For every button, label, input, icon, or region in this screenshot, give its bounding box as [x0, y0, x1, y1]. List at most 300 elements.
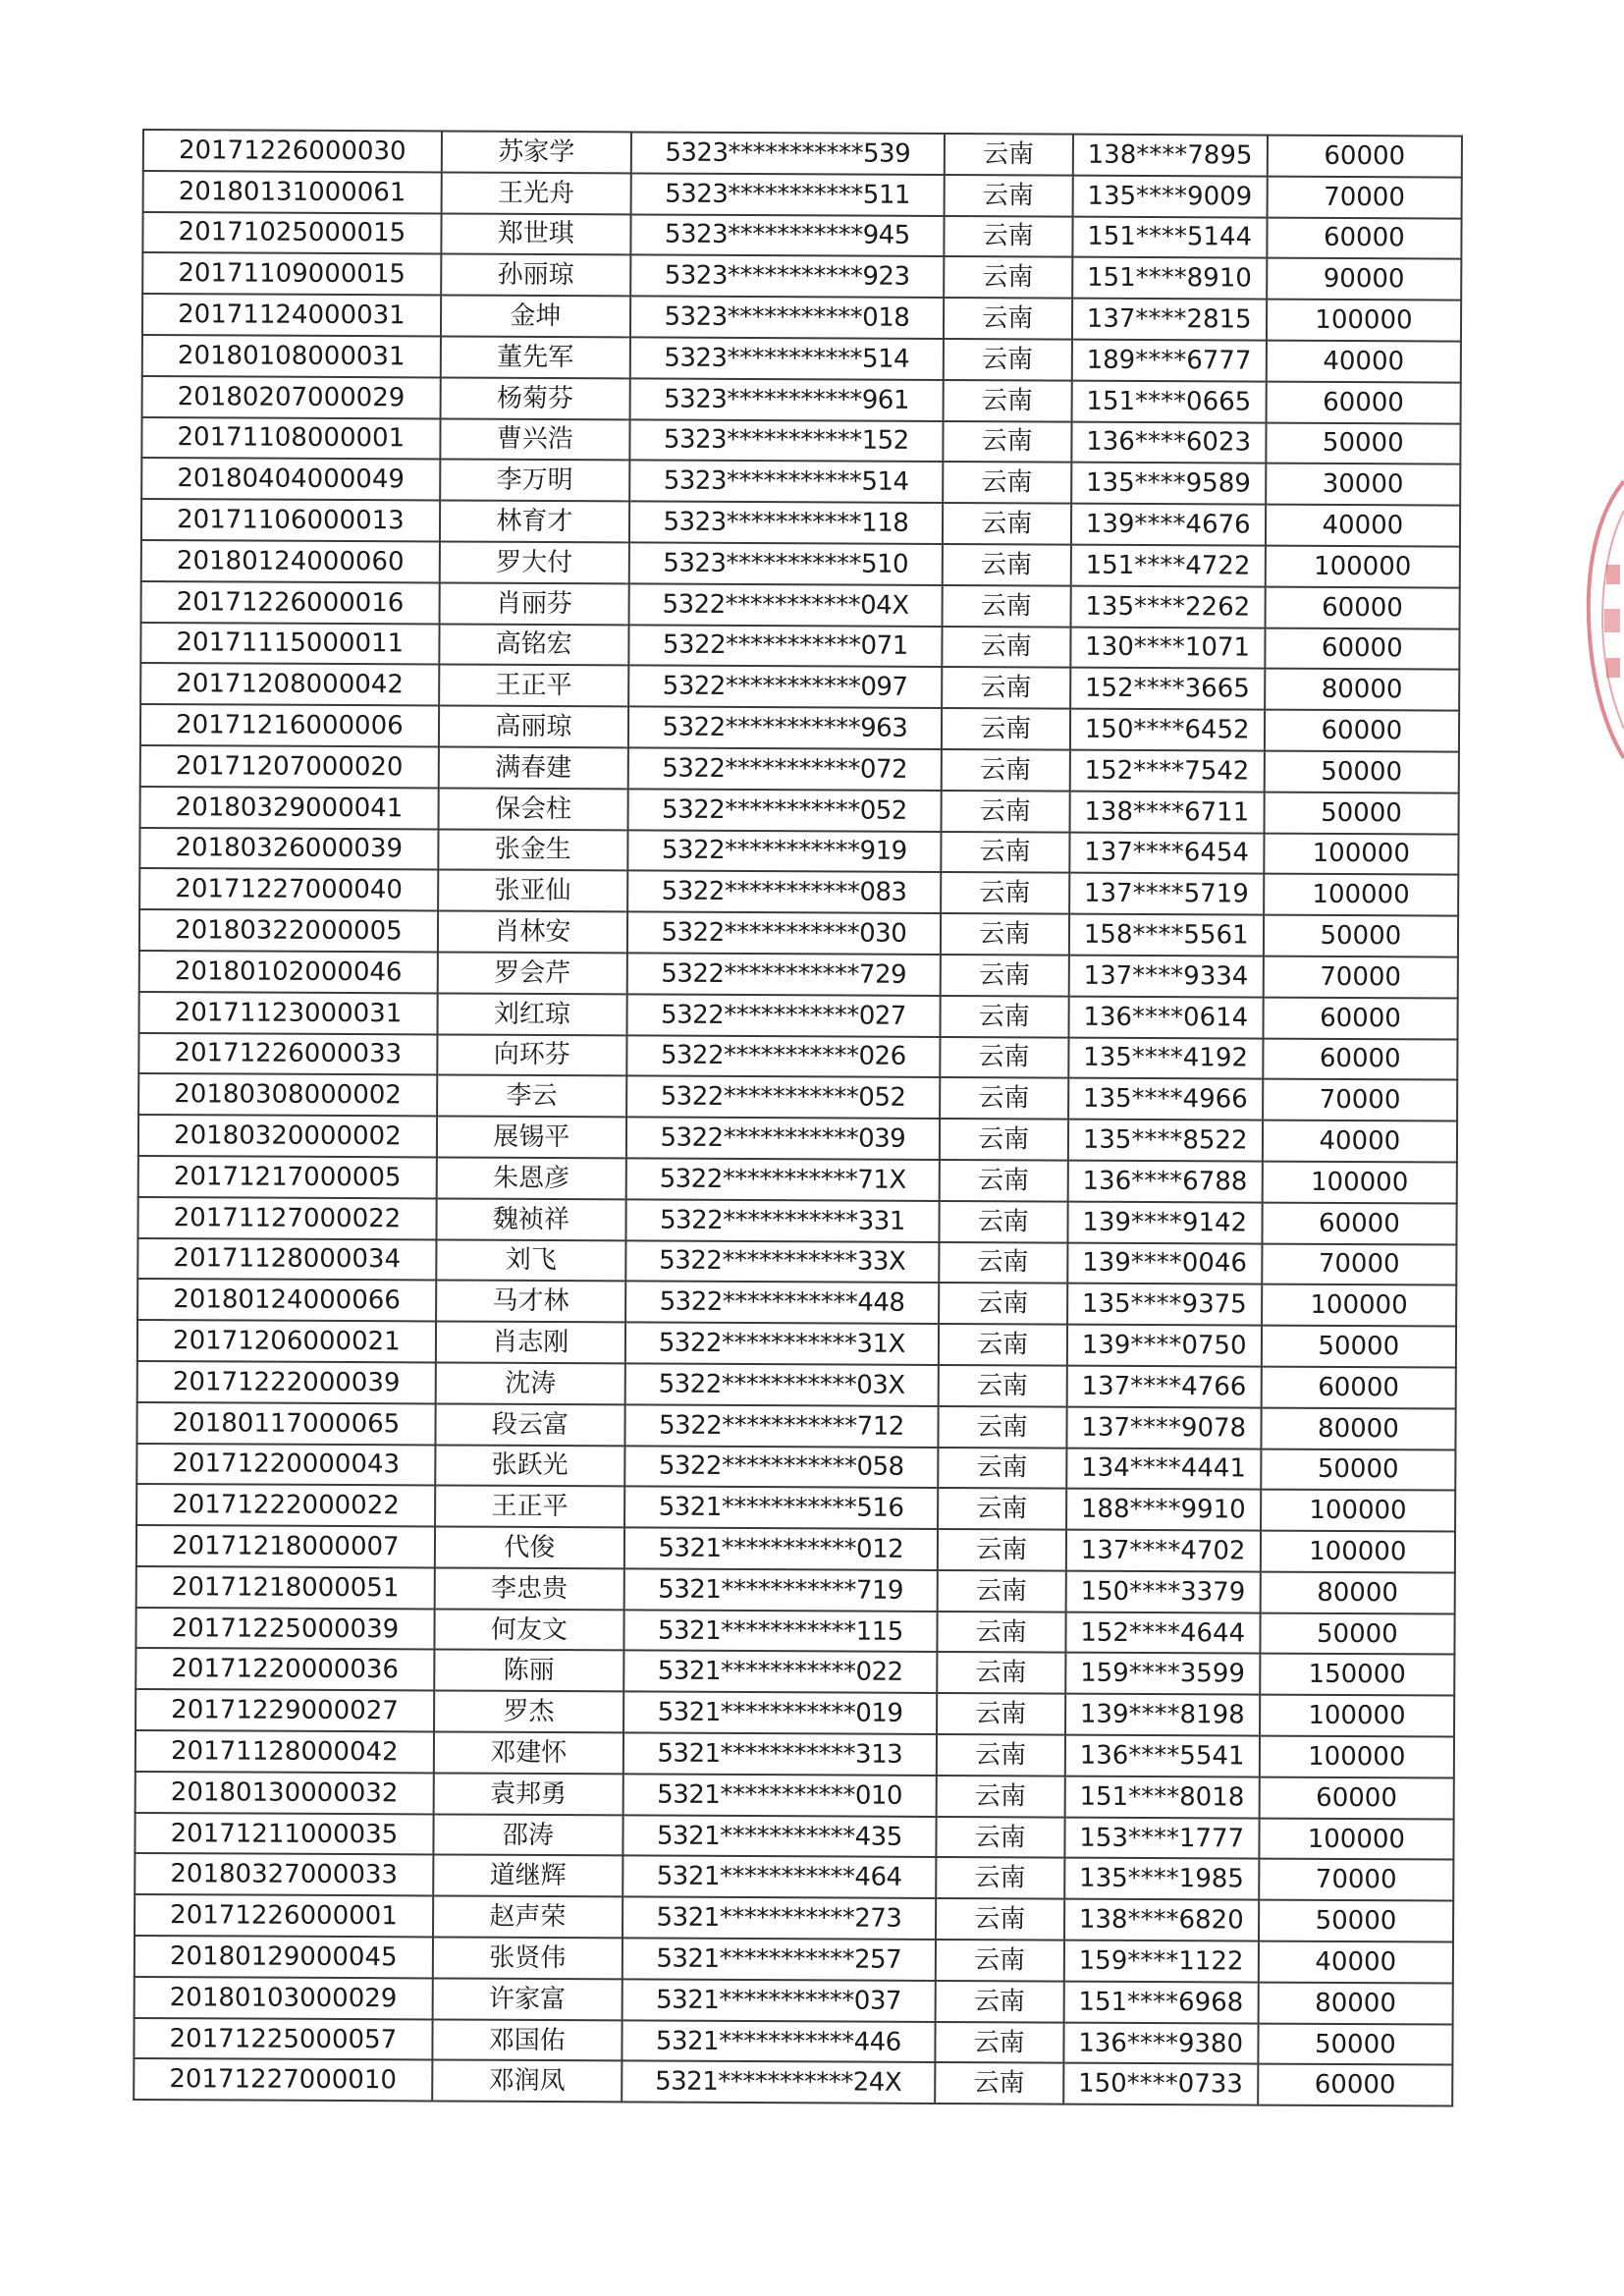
table-row	[135, 1730, 1454, 1777]
phone-cell: 159****3599	[1065, 1653, 1260, 1695]
amount-cell: 100000	[1266, 546, 1460, 588]
table-row	[139, 992, 1458, 1039]
phone-cell: 137****2815	[1072, 299, 1267, 341]
id-card-cell: 5322***********027	[626, 994, 940, 1036]
amount-cell: 100000	[1262, 1285, 1456, 1327]
amount-cell: 40000	[1266, 505, 1460, 547]
id-card-cell: 5322***********919	[627, 830, 941, 872]
amount-cell: 150000	[1260, 1654, 1454, 1696]
region-cell: 云南	[941, 955, 1069, 996]
phone-cell: 151****8910	[1072, 257, 1267, 300]
amount-cell: 50000	[1264, 915, 1458, 957]
region-cell: 云南	[938, 1488, 1066, 1529]
phone-cell: 151****4722	[1070, 545, 1265, 587]
id-card-cell: 5322***********083	[627, 871, 941, 913]
id-card-cell: 5322***********030	[627, 912, 941, 955]
region-cell: 云南	[942, 749, 1070, 791]
record-id-cell: 20180404000049	[141, 458, 440, 500]
id-card-cell: 5322***********03X	[625, 1363, 939, 1405]
name-cell: 邓建怀	[434, 1732, 623, 1775]
phone-cell: 150****3379	[1065, 1571, 1260, 1613]
name-cell: 魏祯祥	[436, 1198, 625, 1240]
amount-cell: 50000	[1261, 1449, 1455, 1491]
name-cell: 张贤伟	[433, 1938, 623, 1980]
region-cell: 云南	[943, 503, 1071, 544]
record-id-cell: 20171106000013	[141, 499, 440, 541]
record-id-cell: 20180308000002	[138, 1073, 437, 1116]
region-cell: 云南	[936, 1857, 1064, 1898]
table-row	[143, 130, 1462, 177]
table-row	[139, 868, 1458, 915]
region-cell: 云南	[936, 1940, 1064, 1981]
id-card-cell: 5321***********037	[623, 1979, 936, 2021]
region-cell: 云南	[940, 1160, 1068, 1201]
phone-cell: 139****0750	[1066, 1325, 1261, 1367]
amount-cell: 50000	[1258, 2023, 1452, 2065]
id-card-cell: 5321***********516	[624, 1487, 938, 1529]
table-row	[137, 1361, 1456, 1408]
record-id-cell: 20171220000043	[136, 1443, 435, 1485]
record-id-cell: 20171218000007	[136, 1525, 435, 1567]
id-card-cell: 5321***********446	[622, 2020, 935, 2062]
table-row	[135, 1813, 1453, 1860]
phone-cell: 136****9380	[1063, 2022, 1258, 2064]
table-row	[136, 1484, 1455, 1531]
region-cell: 云南	[945, 134, 1073, 175]
id-card-cell: 5321***********012	[624, 1528, 938, 1570]
table-row	[139, 828, 1458, 875]
table-row	[135, 1689, 1454, 1736]
amount-cell: 60000	[1267, 217, 1461, 259]
record-id-cell: 20171226000016	[141, 581, 440, 624]
name-cell: 肖丽芬	[439, 582, 628, 625]
name-cell: 李万明	[440, 460, 629, 502]
name-cell: 董先军	[441, 336, 630, 378]
record-id-cell: 20180131000061	[143, 171, 442, 213]
record-id-cell: 20171226000001	[135, 1894, 433, 1937]
amount-cell: 50000	[1262, 1326, 1456, 1368]
phone-cell: 137****4702	[1065, 1530, 1260, 1572]
phone-cell: 136****6788	[1067, 1161, 1262, 1203]
record-id-cell: 20180108000031	[142, 335, 441, 377]
region-cell: 云南	[943, 380, 1071, 421]
region-cell: 云南	[944, 339, 1072, 380]
phone-cell: 188****9910	[1066, 1489, 1261, 1531]
table-row	[140, 787, 1459, 834]
record-id-cell: 20171025000015	[142, 212, 441, 254]
record-id-cell: 20180327000033	[135, 1853, 433, 1895]
table-row	[135, 1936, 1453, 1983]
amount-cell: 60000	[1266, 381, 1460, 423]
name-cell: 刘红琼	[437, 993, 626, 1035]
region-cell: 云南	[941, 832, 1069, 873]
record-id-cell: 20180124000066	[137, 1279, 436, 1321]
name-cell: 金坤	[441, 296, 630, 338]
id-card-cell: 5323***********923	[630, 255, 944, 298]
id-card-cell: 5321***********019	[623, 1692, 937, 1734]
amount-cell: 70000	[1267, 176, 1461, 218]
phone-cell: 138****6711	[1069, 791, 1264, 833]
phone-cell: 150****6452	[1070, 709, 1265, 751]
id-card-cell: 5322***********072	[628, 747, 942, 790]
id-card-cell: 5323***********511	[631, 173, 945, 215]
name-cell: 何友文	[434, 1609, 623, 1651]
phone-cell: 152****3665	[1070, 668, 1265, 710]
record-id-cell: 20171216000006	[140, 704, 439, 746]
record-id-cell: 20180326000039	[139, 828, 438, 870]
id-card-cell: 5322***********31X	[625, 1323, 939, 1365]
phone-cell: 158****5561	[1068, 914, 1263, 957]
phone-cell: 151****6968	[1063, 1981, 1258, 2023]
table-row	[135, 1977, 1453, 2024]
name-cell: 保会柱	[438, 788, 627, 830]
name-cell: 邵涛	[433, 1814, 623, 1856]
region-cell: 云南	[939, 1241, 1067, 1283]
amount-cell: 60000	[1265, 628, 1459, 670]
phone-cell: 152****7542	[1069, 750, 1264, 793]
table-row	[141, 458, 1460, 505]
table-row	[142, 335, 1461, 382]
id-card-cell: 5323***********961	[629, 378, 943, 420]
table-row	[137, 1320, 1456, 1367]
phone-cell: 150****0733	[1063, 2063, 1258, 2105]
name-cell: 林育才	[440, 501, 629, 543]
amount-cell: 60000	[1258, 2064, 1452, 2106]
region-cell: 云南	[940, 996, 1068, 1037]
amount-cell: 90000	[1267, 258, 1461, 301]
id-card-cell: 5322***********058	[624, 1446, 938, 1488]
record-id-cell: 20180102000046	[139, 951, 438, 993]
record-id-cell: 20171222000039	[137, 1361, 436, 1403]
name-cell: 朱恩彦	[436, 1157, 625, 1199]
id-card-cell: 5321***********257	[623, 1938, 936, 1980]
records-table-body	[134, 130, 1462, 2106]
amount-cell: 40000	[1267, 341, 1461, 383]
table-row	[142, 252, 1461, 300]
records-table	[133, 129, 1463, 2107]
id-card-cell: 5322***********712	[624, 1404, 938, 1447]
table-row	[136, 1443, 1455, 1490]
record-id-cell: 20180320000002	[138, 1115, 437, 1157]
id-card-cell: 5321***********435	[623, 1815, 936, 1857]
record-id-cell: 20180103000029	[135, 1977, 433, 2019]
phone-cell: 135****4192	[1068, 1037, 1263, 1079]
region-cell: 云南	[938, 1406, 1066, 1448]
id-card-cell: 5323***********510	[629, 542, 943, 584]
record-id-cell: 20171225000039	[135, 1608, 434, 1650]
record-id-cell: 20171225000057	[134, 2018, 432, 2060]
table-row	[138, 1033, 1457, 1080]
name-cell: 肖林安	[438, 911, 627, 954]
region-cell: 云南	[944, 256, 1072, 298]
phone-cell: 135****1985	[1064, 1858, 1259, 1900]
record-id-cell: 20171207000020	[140, 745, 439, 788]
name-cell: 向环芬	[437, 1034, 626, 1076]
amount-cell: 80000	[1258, 1982, 1452, 2024]
region-cell: 云南	[941, 872, 1069, 913]
record-id-cell: 20171220000036	[135, 1648, 434, 1690]
region-cell: 云南	[937, 1612, 1065, 1653]
id-card-cell: 5321***********24X	[622, 2061, 935, 2104]
name-cell: 张亚仙	[438, 870, 627, 912]
red-seal-fragment	[1565, 471, 1624, 766]
amount-cell: 70000	[1263, 1079, 1457, 1121]
phone-cell: 151****0665	[1071, 380, 1266, 422]
record-id-cell: 20171217000005	[138, 1156, 437, 1198]
id-card-cell: 5323***********118	[629, 502, 943, 544]
phone-cell: 137****6454	[1069, 832, 1264, 874]
id-card-cell: 5322***********097	[628, 666, 942, 708]
name-cell: 赵声荣	[433, 1896, 623, 1939]
amount-cell: 80000	[1260, 1571, 1454, 1613]
id-card-cell: 5322***********04X	[628, 583, 942, 626]
id-card-cell: 5322***********963	[628, 707, 942, 749]
name-cell: 杨菊芬	[440, 377, 629, 419]
region-cell: 云南	[944, 298, 1072, 339]
record-id-cell: 20171218000051	[136, 1566, 435, 1609]
amount-cell: 100000	[1264, 874, 1458, 916]
phone-cell: 136****6023	[1071, 421, 1266, 464]
amount-cell: 40000	[1259, 1941, 1453, 1984]
amount-cell: 70000	[1263, 957, 1457, 999]
phone-cell: 137****4766	[1066, 1366, 1261, 1408]
table-row	[134, 2058, 1452, 2105]
region-cell: 云南	[936, 1898, 1064, 1940]
record-id-cell: 20171206000021	[137, 1320, 436, 1362]
region-cell: 云南	[935, 2062, 1063, 2104]
region-cell: 云南	[940, 1077, 1068, 1119]
region-cell: 云南	[943, 421, 1071, 463]
id-card-cell: 5322***********052	[626, 1076, 940, 1119]
record-id-cell: 20171226000030	[143, 130, 442, 172]
record-id-cell: 20171128000034	[137, 1238, 436, 1281]
region-cell: 云南	[942, 585, 1070, 627]
region-cell: 云南	[943, 544, 1071, 585]
table-row	[141, 581, 1460, 629]
name-cell: 道继辉	[433, 1855, 623, 1897]
record-id-cell: 20171124000031	[142, 294, 441, 336]
record-id-cell: 20171226000033	[138, 1033, 437, 1075]
record-id-cell: 20171127000022	[137, 1197, 436, 1239]
region-cell: 云南	[942, 627, 1070, 668]
region-cell: 云南	[943, 462, 1071, 503]
name-cell: 罗会芹	[437, 952, 626, 994]
name-cell: 马才林	[436, 1281, 625, 1323]
table-row	[134, 2018, 1452, 2065]
region-cell: 云南	[937, 1734, 1065, 1776]
phone-cell: 137****5719	[1069, 873, 1264, 915]
table-row	[141, 540, 1460, 587]
id-card-cell: 5321***********313	[623, 1732, 937, 1775]
region-cell: 云南	[942, 708, 1070, 749]
amount-cell: 80000	[1265, 669, 1459, 711]
amount-cell: 100000	[1259, 1818, 1453, 1860]
phone-cell: 130****1071	[1070, 627, 1265, 669]
table-row	[138, 1115, 1457, 1162]
id-card-cell: 5321***********719	[624, 1568, 938, 1611]
name-cell: 高铭宏	[439, 624, 628, 666]
id-card-cell: 5321***********273	[623, 1897, 936, 1940]
amount-cell: 60000	[1268, 136, 1462, 178]
region-cell: 云南	[935, 1981, 1063, 2022]
name-cell: 陈丽	[434, 1650, 623, 1692]
name-cell: 王光舟	[441, 172, 630, 214]
name-cell: 段云富	[435, 1403, 624, 1446]
amount-cell: 60000	[1259, 1777, 1453, 1819]
name-cell: 李忠贵	[434, 1567, 623, 1610]
name-cell: 苏家学	[442, 131, 631, 173]
phone-cell: 136****0614	[1068, 996, 1263, 1038]
region-cell: 云南	[935, 2022, 1063, 2063]
region-cell: 云南	[938, 1447, 1066, 1488]
name-cell: 张金生	[438, 829, 627, 871]
amount-cell: 60000	[1261, 1366, 1455, 1408]
amount-cell: 50000	[1264, 792, 1458, 834]
amount-cell: 60000	[1265, 710, 1459, 752]
amount-cell: 50000	[1260, 1613, 1454, 1655]
name-cell: 刘飞	[436, 1239, 625, 1282]
name-cell: 罗大付	[440, 541, 629, 583]
region-cell: 云南	[941, 913, 1069, 955]
phone-cell: 135****2262	[1070, 585, 1265, 628]
table-row	[143, 171, 1462, 218]
amount-cell: 60000	[1263, 997, 1457, 1039]
table-row	[140, 663, 1459, 710]
id-card-cell: 5322***********026	[626, 1035, 940, 1077]
id-card-cell: 5321***********010	[623, 1774, 937, 1816]
record-id-cell: 20180117000065	[136, 1402, 435, 1445]
phone-cell: 135****8522	[1067, 1120, 1262, 1162]
record-id-cell: 20180124000060	[141, 540, 440, 582]
amount-cell: 60000	[1262, 1202, 1456, 1244]
amount-cell: 70000	[1259, 1859, 1453, 1901]
table-row	[142, 294, 1461, 341]
name-cell: 王正平	[435, 1486, 624, 1528]
phone-cell: 189****6777	[1071, 340, 1266, 382]
record-id-cell: 20171227000040	[139, 868, 438, 910]
region-cell: 云南	[942, 667, 1070, 708]
phone-cell: 152****4644	[1065, 1612, 1260, 1654]
region-cell: 云南	[936, 1817, 1064, 1858]
id-card-cell: 5322***********33X	[625, 1240, 939, 1283]
record-id-cell: 20171211000035	[135, 1813, 433, 1855]
amount-cell: 100000	[1260, 1736, 1454, 1778]
region-cell: 云南	[938, 1365, 1066, 1406]
table-row	[140, 745, 1459, 793]
region-cell: 云南	[941, 791, 1069, 832]
phone-cell: 159****1122	[1063, 1941, 1258, 1983]
table-row	[140, 704, 1459, 751]
id-card-cell: 5323***********514	[629, 461, 943, 503]
table-row	[142, 212, 1461, 259]
name-cell: 孙丽琼	[441, 254, 630, 297]
record-id-cell: 20180129000045	[135, 1936, 433, 1978]
amount-cell: 60000	[1263, 1038, 1457, 1080]
name-cell: 许家富	[432, 1978, 622, 2020]
record-id-cell: 20171123000031	[139, 992, 438, 1034]
table-row	[136, 1402, 1455, 1449]
phone-cell: 139****0046	[1067, 1242, 1262, 1285]
phone-cell: 137****9078	[1066, 1406, 1261, 1449]
id-card-cell: 5323***********539	[631, 132, 945, 174]
id-card-cell: 5322***********039	[626, 1118, 940, 1160]
name-cell: 沈涛	[435, 1362, 624, 1404]
table-row	[139, 909, 1458, 957]
phone-cell: 138****6820	[1064, 1899, 1259, 1941]
id-card-cell: 5321***********464	[623, 1856, 936, 1898]
record-id-cell: 20180322000005	[139, 909, 438, 952]
id-card-cell: 5322***********448	[625, 1282, 939, 1324]
region-cell: 云南	[944, 175, 1072, 216]
table-row	[135, 1894, 1453, 1941]
name-cell: 满春建	[439, 746, 628, 789]
region-cell: 云南	[936, 1776, 1064, 1817]
table-row	[138, 1073, 1457, 1121]
id-card-cell: 5321***********022	[623, 1651, 937, 1693]
phone-cell: 135****4966	[1068, 1078, 1263, 1121]
region-cell: 云南	[940, 1037, 1068, 1078]
region-cell: 云南	[937, 1693, 1065, 1734]
name-cell: 袁邦勇	[433, 1773, 623, 1815]
name-cell: 曹兴浩	[440, 418, 629, 461]
id-card-cell: 5322***********052	[627, 789, 941, 831]
phone-cell: 151****8018	[1064, 1776, 1259, 1818]
id-card-cell: 5322***********729	[627, 953, 941, 995]
table-row	[136, 1525, 1455, 1572]
amount-cell: 60000	[1265, 586, 1459, 629]
phone-cell: 136****5541	[1064, 1735, 1259, 1777]
phone-cell: 135****9589	[1071, 463, 1266, 505]
region-cell: 云南	[937, 1652, 1065, 1693]
table-row	[140, 623, 1459, 670]
table-row	[138, 1156, 1457, 1203]
table-row	[141, 417, 1460, 465]
region-cell: 云南	[939, 1324, 1067, 1365]
record-id-cell: 20180329000041	[140, 787, 439, 829]
table-row	[139, 951, 1458, 998]
phone-cell: 153****1777	[1064, 1817, 1259, 1859]
id-card-cell: 5321***********115	[623, 1610, 937, 1652]
amount-cell: 50000	[1264, 751, 1458, 793]
record-id-cell: 20171128000042	[135, 1730, 434, 1773]
name-cell: 张跃光	[435, 1445, 624, 1487]
amount-cell: 50000	[1266, 422, 1460, 465]
name-cell: 代俊	[435, 1527, 624, 1569]
name-cell: 高丽琼	[439, 706, 628, 748]
amount-cell: 100000	[1261, 1490, 1455, 1532]
table-row	[137, 1197, 1456, 1244]
record-id-cell: 20180207000029	[142, 376, 441, 418]
phone-cell: 151****5144	[1072, 216, 1267, 258]
name-cell: 展锡平	[437, 1117, 626, 1159]
amount-cell: 40000	[1263, 1121, 1457, 1163]
phone-cell: 139****4676	[1071, 504, 1266, 546]
table-row	[137, 1238, 1456, 1285]
id-card-cell: 5322***********331	[625, 1199, 939, 1241]
name-cell: 王正平	[439, 665, 628, 707]
amount-cell: 80000	[1261, 1407, 1455, 1449]
record-id-cell: 20171229000027	[135, 1689, 434, 1731]
record-id-cell: 20180130000032	[135, 1772, 434, 1814]
amount-cell: 100000	[1261, 1531, 1455, 1573]
phone-cell: 134****4441	[1066, 1448, 1261, 1490]
table-row	[135, 1648, 1454, 1695]
name-cell: 罗杰	[434, 1691, 623, 1733]
name-cell: 李云	[437, 1075, 626, 1118]
name-cell: 肖志刚	[436, 1322, 625, 1364]
table-row	[141, 499, 1460, 546]
table-row	[137, 1279, 1456, 1326]
